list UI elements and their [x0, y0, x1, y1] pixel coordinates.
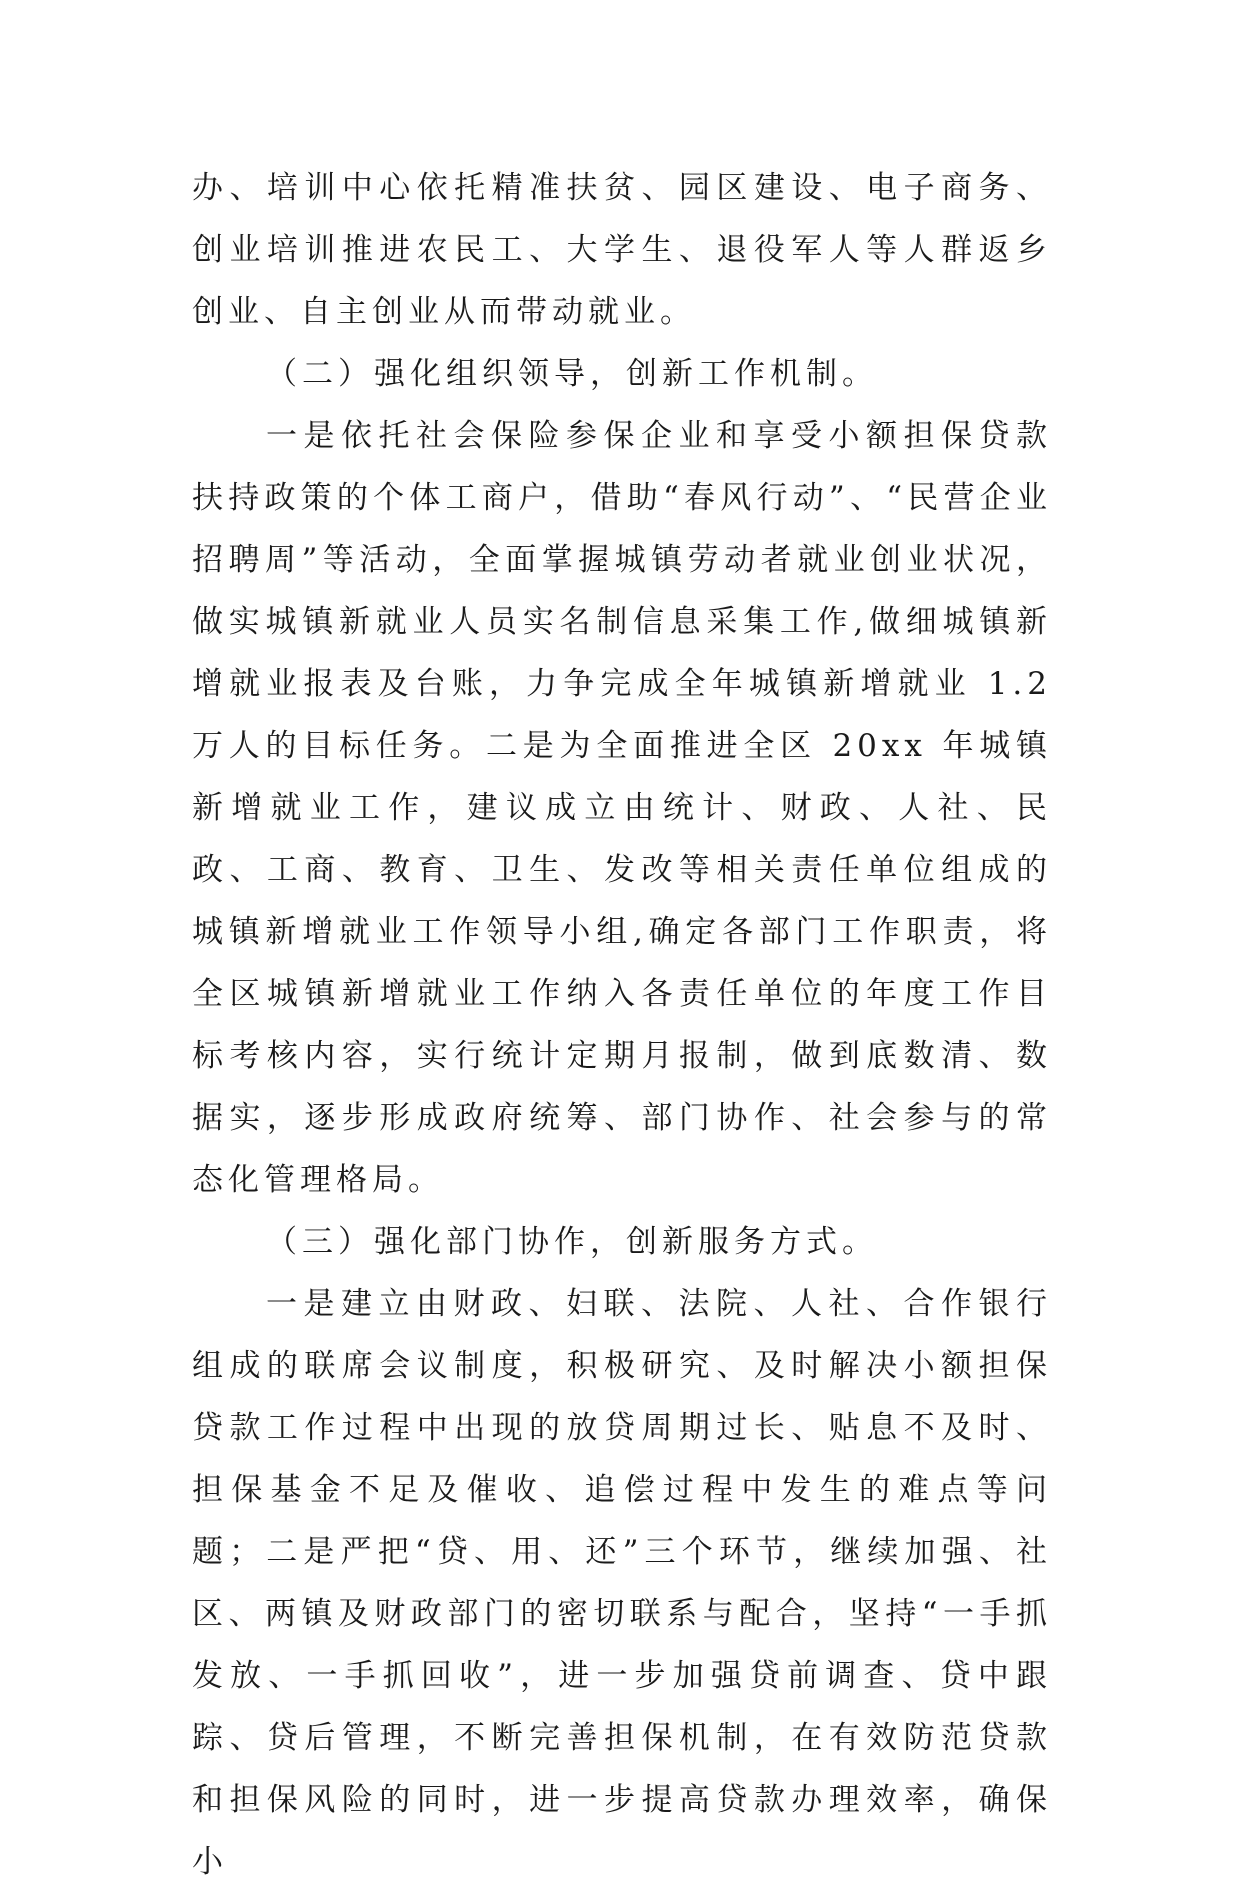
- section-heading-2: （二）强化组织领导，创新工作机制。: [266, 356, 878, 392]
- paragraph-continuation: 办、培训中心依托精准扶贫、园区建设、电子商务、创业培训推进农民工、大学生、退役军人等人群返乡创业、自主创业从而带动就业。: [192, 170, 1052, 330]
- document-body: [192, 157, 1052, 1893]
- paragraph-body: 一是建立由财政、妇联、法院、人社、合作银行组成的联席会议制度，积极研究、及时解决小额担保贷款工作过程中出现的放贷周期过长、贴息不及时、担保基金不足及催收、追偿过程中发生的难点等问题；二是严把“贷、用、还”三个环节，继续加强、社区、两镇及财政部门的密切联系与配合，坚持“一手抓发放、一手抓回收”，进一步加强贷前调查、贷中跟踪、贷后管理，不断完善担保机制，在有效防范贷款和担保风险的同时，进一步提高贷款办理效率，确保小: [192, 1286, 1052, 1880]
- paragraph-body: 一是依托社会保险参保企业和享受小额担保贷款扶持政策的个体工商户，借助“春风行动”、“民营企业招聘周”等活动，全面掌握城镇劳动者就业创业状况，做实城镇新就业人员实名制信息采集工作,做细城镇新增就业报表及台账，力争完成全年城镇新增就业 1.2 万人的目标任务。二是为全面推进全区 20xx 年城镇新增就业工作，建议成立由统计、财政、人社、民政、工商、教育、卫生、发改等相关责任单位组成的城镇新增就业工作领导小组,确定各部门工作职责，将全区城镇新增就业工作纳入各责任单位的年度工作目标考核内容，实行统计定期月报制，做到底数清、数据实，逐步形成政府统筹、部门协作、社会参与的常态化管理格局。: [192, 418, 1052, 1198]
- section-heading-3: （三）强化部门协作，创新服务方式。: [266, 1224, 878, 1260]
